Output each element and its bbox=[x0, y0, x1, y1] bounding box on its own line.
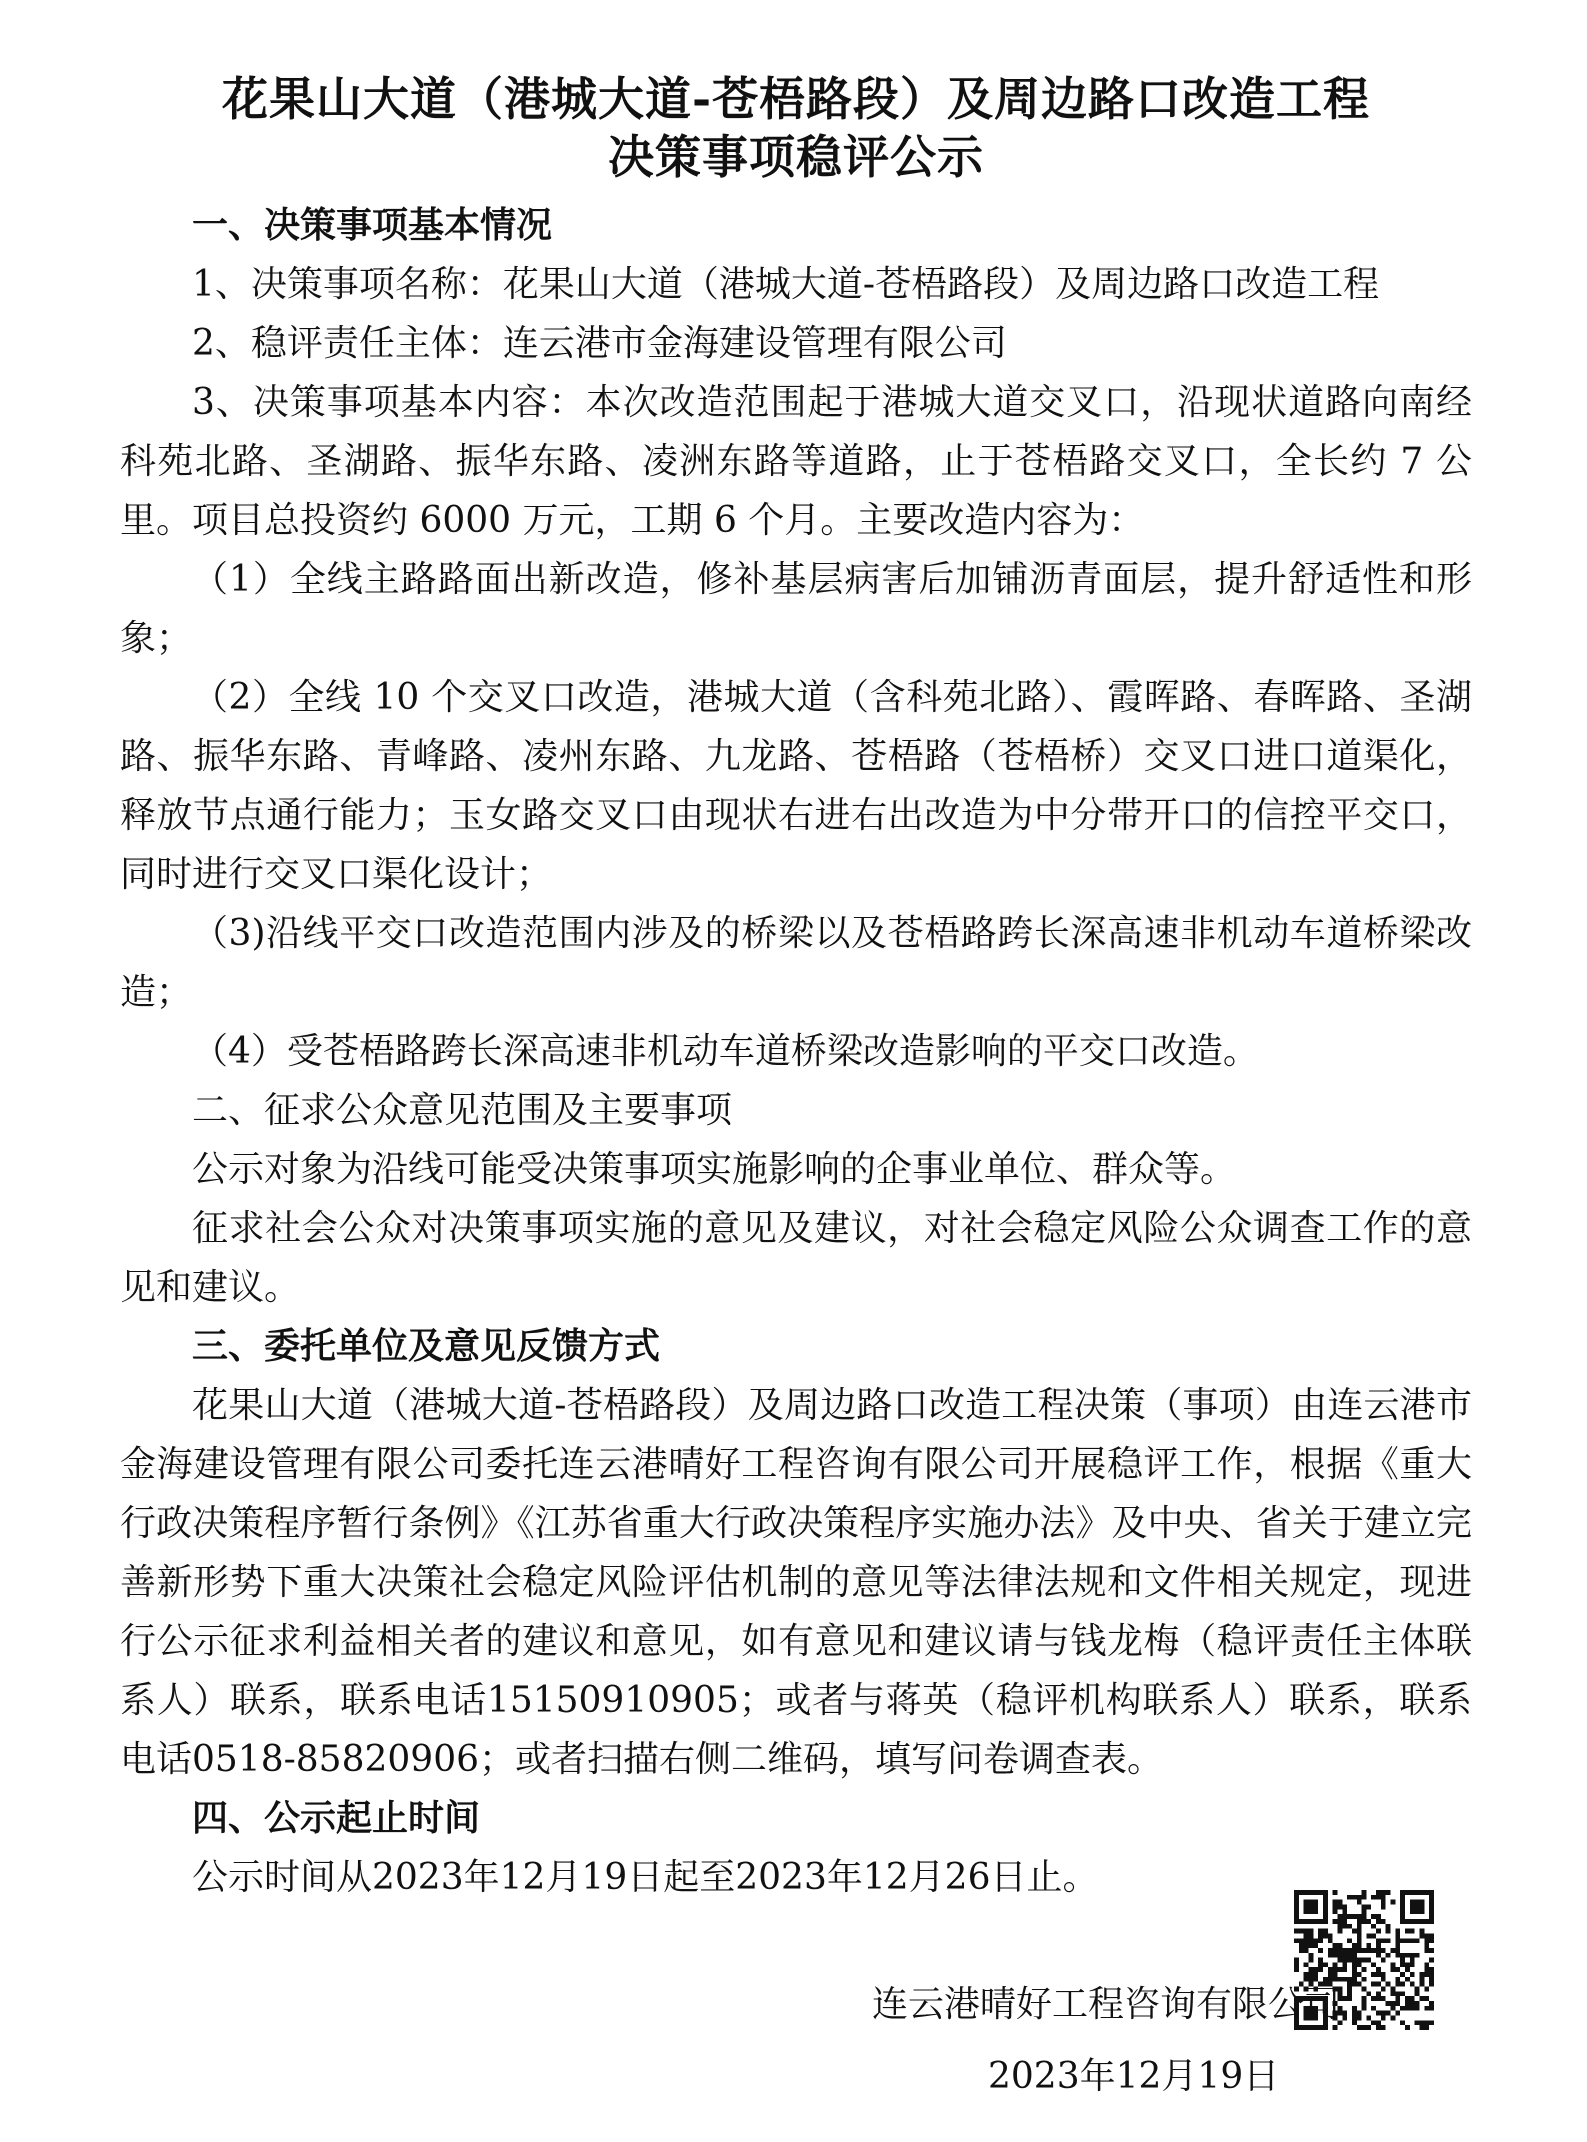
section-1-item-1: 1、决策事项名称：花果山大道（港城大道-苍梧路段）及周边路口改造工程 bbox=[192, 264, 1380, 305]
section-1-item-3: 3、决策事项基本内容：本次改造范围起于港城大道交叉口，沿现状道路向南经科苑北路、圣湖路、振华东路、凌洲东路等道路，止于苍梧路交叉口，全长约 7 公里。项目总投资约 6000 万元，工期 6 个月。主要改造内容为： bbox=[120, 382, 1472, 541]
section-1-sub-1: （1）全线主路路面出新改造，修补基层病害后加铺沥青面层，提升舒适性和形象； bbox=[120, 559, 1472, 659]
issue-date: 2023年12月19日 bbox=[988, 2056, 1280, 2097]
section-1-sub-3: （3)沿线平交口改造范围内涉及的桥梁以及苍梧路跨长深高速非机动车道桥梁改造； bbox=[120, 913, 1472, 1013]
section-3-para-1: 花果山大道（港城大道-苍梧路段）及周边路口改造工程决策（事项）由连云港市金海建设管理有限公司委托连云港晴好工程咨询有限公司开展稳评工作，根据《重大行政决策程序暂行条例》《江苏省重大行政决策程序实施办法》及中央、省关于建立完善新形势下重大决策社会稳定风险评估机制的意见等法律法规和文件相关规定，现进行公示征求利益相关者的建议和意见，如有意见和建议请与钱龙梅（稳评责任主体联系人）联系，联系电话15150910905；或者与蒋英（稳评机构联系人）联系，联系电话0518-85820906；或者扫描右侧二维码，填写问卷调查表。 bbox=[120, 1385, 1472, 1780]
section-4-para-1: 公示时间从2023年12月19日起至2023年12月26日止。 bbox=[192, 1857, 1099, 1898]
section-3-heading: 三、委托单位及意见反馈方式 bbox=[192, 1325, 661, 1367]
section-2-heading: 二、征求公众意见范围及主要事项 bbox=[192, 1090, 733, 1131]
section-4-heading: 四、公示起止时间 bbox=[192, 1797, 481, 1839]
section-1-item-2: 2、稳评责任主体：连云港市金海建设管理有限公司 bbox=[192, 323, 1007, 364]
section-1-heading: 一、决策事项基本情况 bbox=[192, 204, 553, 246]
issuing-organization: 连云港晴好工程咨询有限公司 bbox=[872, 1984, 1341, 2025]
title-block bbox=[120, 70, 1472, 186]
section-2-para-1: 公示对象为沿线可能受决策事项实施影响的企事业单位、群众等。 bbox=[192, 1149, 1237, 1190]
notice-document bbox=[120, 70, 1472, 2097]
section-1-sub-4: （4）受苍梧路跨长深高速非机动车道桥梁改造影响的平交口改造。 bbox=[192, 1031, 1259, 1072]
section-1-sub-2: （2）全线 10 个交叉口改造，港城大道（含科苑北路）、霞晖路、春晖路、圣湖路、振华东路、青峰路、凌州东路、九龙路、苍梧路（苍梧桥）交叉口进口道渠化，释放节点通行能力；玉女路交叉口由现状右进右出改造为中分带开口的信控平交口，同时进行交叉口渠化设计； bbox=[120, 677, 1472, 895]
section-2-para-2: 征求社会公众对决策事项实施的意见及建议，对社会稳定风险公众调查工作的意见和建议。 bbox=[120, 1208, 1472, 1308]
title-line-1: 花果山大道（港城大道-苍梧路段）及周边路口改造工程 bbox=[221, 72, 1371, 126]
title-line-2: 决策事项稳评公示 bbox=[608, 130, 984, 184]
